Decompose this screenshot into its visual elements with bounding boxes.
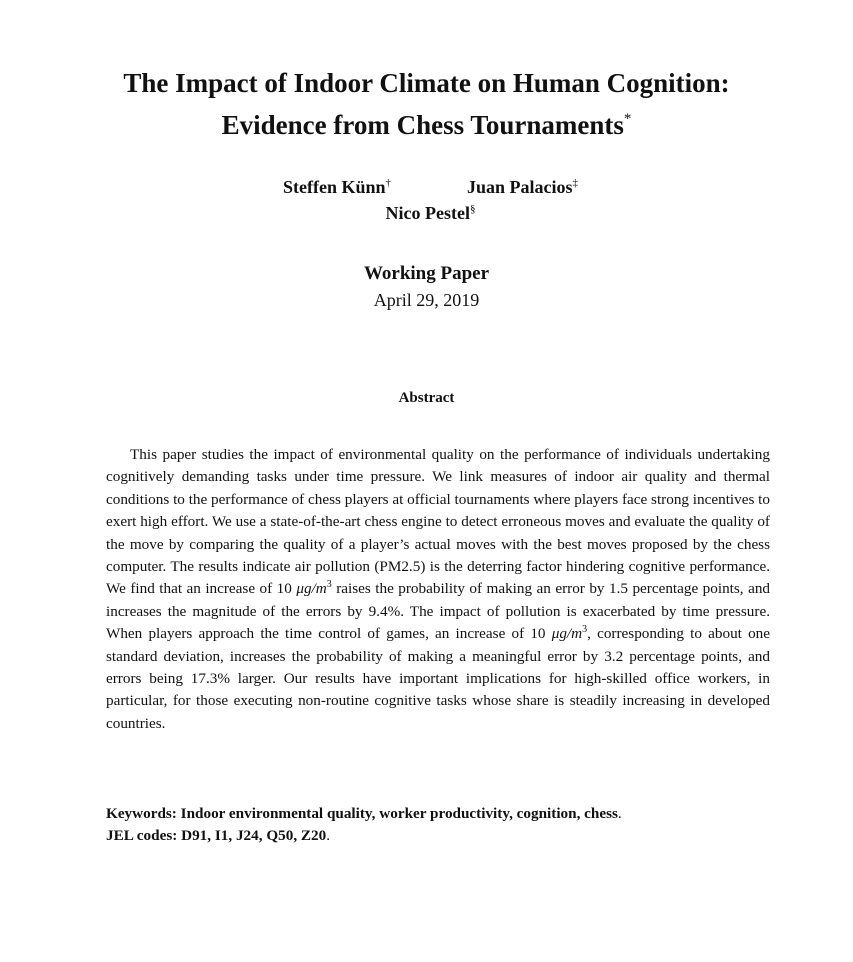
keywords-value: Indoor environmental quality, worker productivity, cognition, chess bbox=[180, 805, 618, 822]
paper-title bbox=[20, 62, 833, 146]
keywords-label: Keywords: bbox=[106, 805, 177, 822]
jel-period: . bbox=[326, 827, 331, 845]
jel-label: JEL codes: bbox=[106, 827, 178, 845]
author-palacios-mark: ‡ bbox=[572, 177, 579, 189]
author-block bbox=[0, 174, 853, 226]
jel-value: D91, I1, J24, Q50, Z20 bbox=[181, 827, 327, 845]
keywords-block bbox=[106, 803, 806, 848]
author-kuenn: Steffen Künn† bbox=[282, 177, 391, 197]
jel-line bbox=[106, 825, 806, 847]
author-palacios: Juan Palacios‡ bbox=[467, 177, 579, 197]
title-footnote-mark: * bbox=[623, 111, 632, 127]
author-pestel: Nico Pestel§ bbox=[385, 203, 476, 223]
author-row-2 bbox=[0, 200, 853, 226]
author-kuenn-mark: † bbox=[385, 177, 391, 189]
unit-exponent-2: 3 bbox=[582, 624, 588, 636]
title-line-1: The Impact of Indoor Climate on Human Cognition: bbox=[123, 68, 730, 98]
paper-date: April 29, 2019 bbox=[373, 290, 480, 310]
author-pestel-mark: § bbox=[469, 203, 476, 215]
unit-exponent-1: 3 bbox=[326, 579, 332, 591]
keywords-period: . bbox=[617, 805, 622, 822]
abstract-text: This paper studies the impact of environmental quality on the performance of individuals undertaking cognitively demanding tasks under time pressure. We link measures of indoor air quality and thermal conditions to the performance of chess players at official tournaments where players face strong incentives to exert high effort. We use a state-of-the-art chess engine to detect erroneous moves and evaluate the quality of the move by comparing the quality of a player’s actual moves with the best moves proposed by the chess computer. The results indicate air pollution (PM2.5) is the deterring factor hindering cognitive performance. We find that an increase of 10 $\mu g/m^3$ raises the probability of making an error by 1.5 percentage points, and increases the magnitude of the errors by 9.4%. The impact of pollution is exacerbated by time pressure. When players approach the time control of games, an increase of 10 $\mu g/m^3$, corresponding to about one standard deviation, increases the probability of making a meaningful error by 3.2 percentage points, and errors being 17.3% larger. Our results have important implications for high-skilled office workers, in particular, for those executing non-routine cognitive tasks whose share is steadily increasing in developed countries. bbox=[106, 446, 771, 732]
unit-micrograms-2: μg/m bbox=[551, 625, 583, 643]
unit-micrograms-1: μg/m bbox=[296, 580, 327, 598]
keywords-line bbox=[106, 803, 806, 825]
abstract-heading: Abstract bbox=[398, 390, 455, 406]
paper-type: Working Paper bbox=[363, 263, 490, 284]
title-line-2: Evidence from Chess Tournaments bbox=[221, 110, 624, 140]
author-row-1 bbox=[0, 174, 853, 200]
